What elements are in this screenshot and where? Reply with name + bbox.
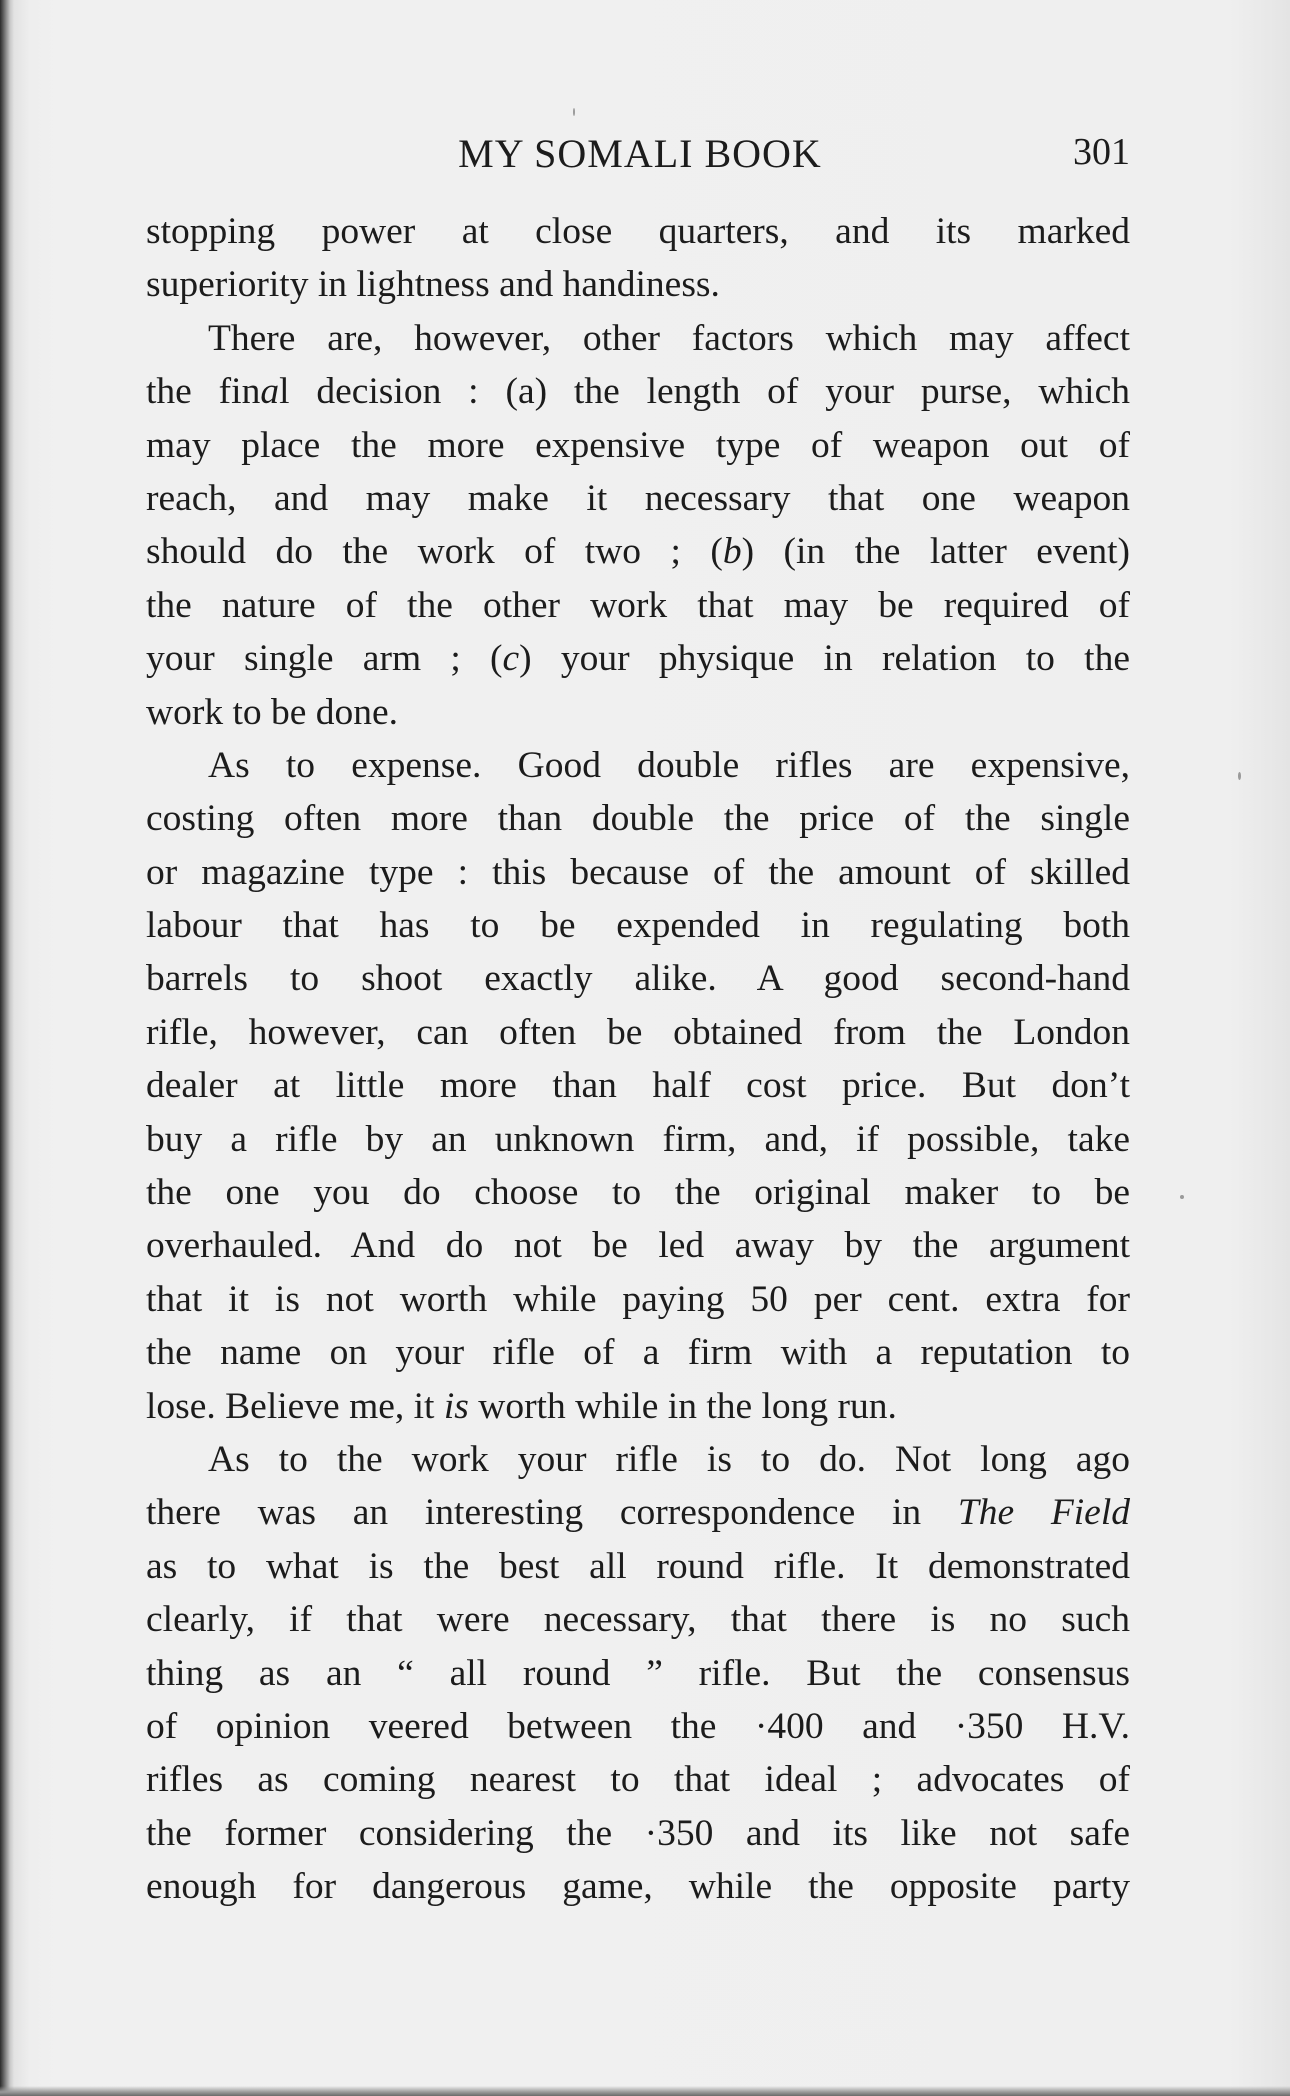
running-head: MY SOMALI BOOK	[458, 131, 822, 176]
text-line: work to be done.	[146, 691, 399, 733]
text-line: the nature of the other work that may be required of	[146, 584, 1130, 626]
text-line: of opinion veered between the ·400 and ·350 H.V.	[146, 1705, 1130, 1747]
text-line: should do the work of two ; (b) (in the latter event)	[146, 531, 1130, 573]
text-line: rifle, however, can often be obtained from the London	[146, 1011, 1130, 1053]
italic-text: is	[434, 1385, 479, 1427]
page-spine-edge	[0, 0, 14, 2096]
text-line: lose. Believe me, it is worth while in the long run.	[146, 1385, 897, 1427]
text-line: thing as an “ all round ” rifle. But the consensus	[146, 1652, 1130, 1694]
text-line: clearly, if that were necessary, that there is no such	[146, 1599, 1130, 1641]
italic-text: c	[502, 638, 520, 680]
text-line: As to expense. Good double rifles are expensive,	[208, 744, 1130, 786]
text-line: labour that has to be expended in regulating both	[146, 905, 1130, 947]
text-line: the name on your rifle of a firm with a reputation to	[146, 1332, 1130, 1374]
text-line: that it is not worth while paying 50 per cent. extra for	[146, 1278, 1130, 1320]
italic-text: The Field	[957, 1492, 1130, 1534]
paper-speck	[1238, 772, 1241, 780]
paper-speck	[573, 108, 575, 116]
paragraph-3	[146, 739, 1130, 1433]
text-line: rifles as coming nearest to that ideal ; advocates of	[146, 1759, 1130, 1801]
page-bottom-edge	[0, 2086, 1290, 2096]
text-line: as to what is the best all round rifle. It demonstrated	[146, 1545, 1130, 1587]
text-line: overhauled. And do not be led away by the argument	[146, 1225, 1130, 1267]
text-line: may place the more expensive type of weapon out of	[146, 424, 1130, 466]
text-line: the one you do choose to the original maker to be	[146, 1172, 1130, 1214]
text-line: barrels to shoot exactly alike. A good second-hand	[146, 958, 1130, 1000]
text-line: buy a rifle by an unknown firm, and, if possible, take	[146, 1118, 1130, 1160]
text-line: reach, and may make it necessary that one weapon	[146, 477, 1130, 519]
text-line: As to the work your rifle is to do. Not long ago	[208, 1438, 1130, 1480]
paragraph-4	[146, 1433, 1130, 1914]
text-line: or magazine type : this because of the amount of skilled	[146, 851, 1130, 893]
text-line: the final decision : (a) the length of your purse, which	[146, 371, 1130, 413]
paragraph-1	[146, 205, 1130, 312]
body-text	[146, 205, 1130, 1914]
italic-text: b	[722, 531, 742, 573]
page-header	[150, 130, 1130, 180]
page-number: 301	[1073, 131, 1130, 173]
paragraph-2	[146, 312, 1130, 739]
paper-speck	[1180, 1195, 1184, 1199]
italic-text: a	[260, 371, 280, 413]
text-line: dealer at little more than half cost price. But don’t	[146, 1065, 1130, 1107]
text-line: the former considering the ·350 and its like not safe	[146, 1812, 1130, 1854]
text-line: your single arm ; (c) your physique in relation to the	[146, 638, 1130, 680]
text-line: There are, however, other factors which may affect	[208, 317, 1130, 359]
text-line: there was an interesting correspondence in The Field	[146, 1492, 1130, 1534]
text-line: enough for dangerous game, while the opposite party	[146, 1866, 1130, 1908]
text-line: stopping power at close quarters, and its marked	[146, 211, 1130, 252]
text-line: costing often more than double the price of the single	[146, 798, 1130, 840]
text-line: superiority in lightness and handiness.	[146, 264, 720, 306]
